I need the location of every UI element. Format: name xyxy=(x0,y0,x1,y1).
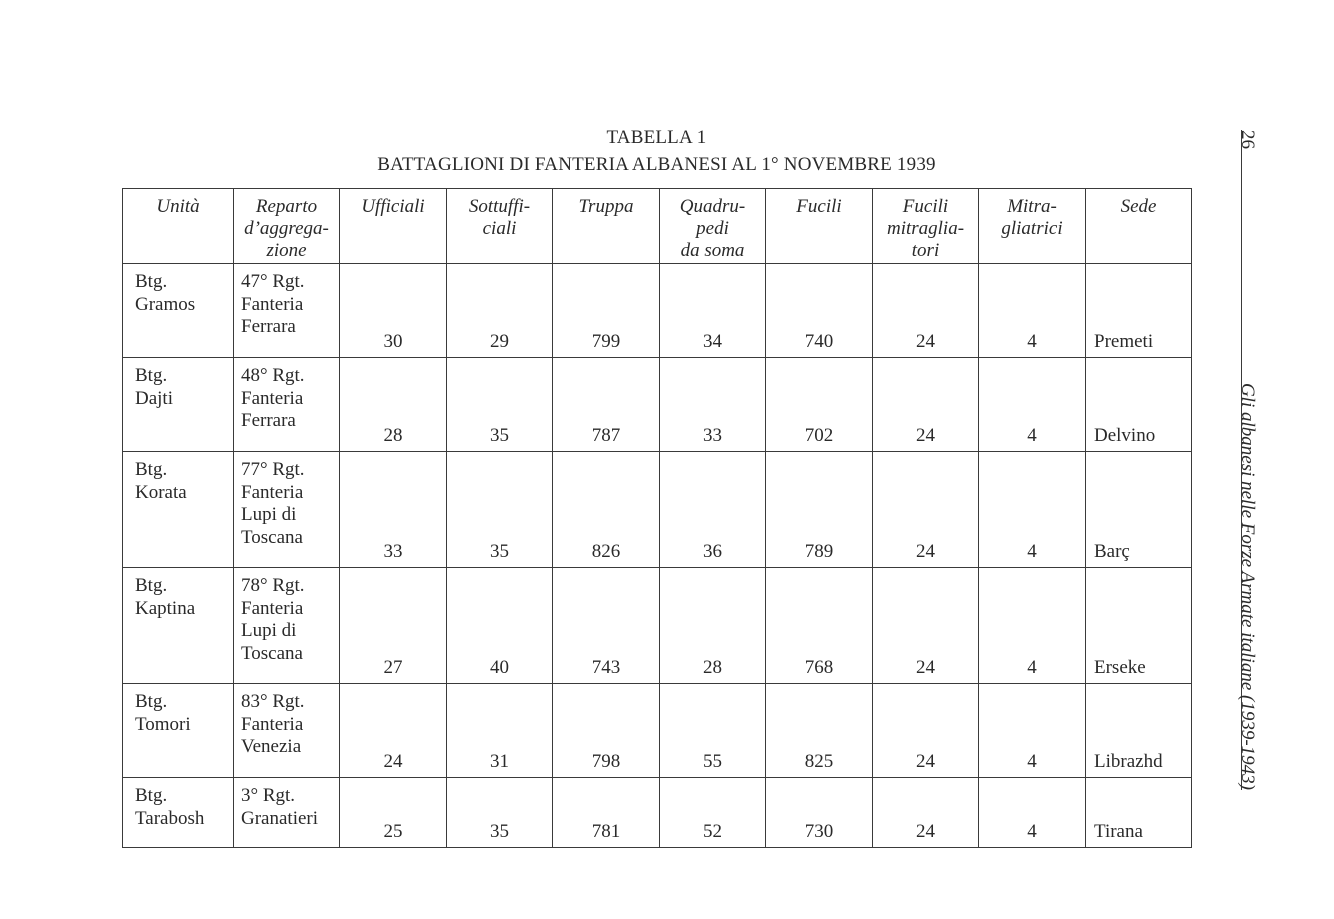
table-row xyxy=(123,568,1192,684)
header-mitragliatrici: Mitra- gliatrici xyxy=(979,189,1086,264)
cell-fucili: 702 xyxy=(766,358,873,452)
cell-sede: Premeti xyxy=(1086,264,1192,358)
cell-mitragliatrici: 4 xyxy=(979,452,1086,568)
header-truppa: Truppa xyxy=(553,189,660,264)
cell-unita: Btg. Tarabosh xyxy=(123,778,234,848)
cell-ufficiali: 27 xyxy=(340,568,447,684)
cell-truppa: 798 xyxy=(553,684,660,778)
header-sede: Sede xyxy=(1086,189,1192,264)
cell-fucili-mitragliatori: 24 xyxy=(873,684,979,778)
cell-sottufficiali: 35 xyxy=(447,778,553,848)
header-fucili-mitragliatori: Fucili mitraglia- tori xyxy=(873,189,979,264)
page-number: 26 xyxy=(1237,130,1258,149)
cell-sottufficiali: 29 xyxy=(447,264,553,358)
table-row xyxy=(123,358,1192,452)
cell-reparto: 48° Rgt. Fanteria Ferrara xyxy=(234,358,340,452)
header-reparto: Reparto d’aggrega- zione xyxy=(234,189,340,264)
header-row xyxy=(123,189,1192,264)
cell-sottufficiali: 31 xyxy=(447,684,553,778)
table-caption-number: TABELLA 1 xyxy=(606,127,707,148)
cell-sede: Librazhd xyxy=(1086,684,1192,778)
cell-ufficiali: 33 xyxy=(340,452,447,568)
cell-fucili: 730 xyxy=(766,778,873,848)
cell-unita: Btg. Korata xyxy=(123,452,234,568)
cell-fucili-mitragliatori: 24 xyxy=(873,568,979,684)
cell-quadrupedi: 36 xyxy=(660,452,766,568)
cell-fucili: 789 xyxy=(766,452,873,568)
cell-fucili: 825 xyxy=(766,684,873,778)
running-title: Gli albanesi nelle Forze Armate italiane (1939-1943) xyxy=(1237,382,1258,790)
header-sottufficiali: Sottuffi- ciali xyxy=(447,189,553,264)
cell-quadrupedi: 52 xyxy=(660,778,766,848)
cell-fucili-mitragliatori: 24 xyxy=(873,358,979,452)
cell-unita: Btg. Gramos xyxy=(123,264,234,358)
cell-reparto: 77° Rgt. Fanteria Lupi di Toscana xyxy=(234,452,340,568)
cell-fucili: 768 xyxy=(766,568,873,684)
table-caption-title: BATTAGLIONI DI FANTERIA ALBANESI AL 1° NOVEMBRE 1939 xyxy=(377,154,936,175)
cell-unita: Btg. Tomori xyxy=(123,684,234,778)
cell-fucili-mitragliatori: 24 xyxy=(873,264,979,358)
cell-mitragliatrici: 4 xyxy=(979,358,1086,452)
battalions-table xyxy=(122,188,1192,848)
cell-ufficiali: 25 xyxy=(340,778,447,848)
cell-reparto: 3° Rgt. Granatieri xyxy=(234,778,340,848)
header-quadrupedi: Quadru- pedi da soma xyxy=(660,189,766,264)
cell-quadrupedi: 28 xyxy=(660,568,766,684)
cell-reparto: 47° Rgt. Fanteria Ferrara xyxy=(234,264,340,358)
cell-fucili-mitragliatori: 24 xyxy=(873,452,979,568)
cell-ufficiali: 30 xyxy=(340,264,447,358)
cell-sede: Erseke xyxy=(1086,568,1192,684)
cell-ufficiali: 28 xyxy=(340,358,447,452)
cell-mitragliatrici: 4 xyxy=(979,778,1086,848)
cell-quadrupedi: 33 xyxy=(660,358,766,452)
table-row xyxy=(123,684,1192,778)
cell-sede: Delvino xyxy=(1086,358,1192,452)
header-unita: Unità xyxy=(123,189,234,264)
table-row xyxy=(123,264,1192,358)
header-ufficiali: Ufficiali xyxy=(340,189,447,264)
cell-reparto: 83° Rgt. Fanteria Venezia xyxy=(234,684,340,778)
cell-truppa: 826 xyxy=(553,452,660,568)
cell-truppa: 799 xyxy=(553,264,660,358)
cell-mitragliatrici: 4 xyxy=(979,568,1086,684)
cell-ufficiali: 24 xyxy=(340,684,447,778)
cell-sede: Tirana xyxy=(1086,778,1192,848)
cell-fucili: 740 xyxy=(766,264,873,358)
cell-fucili-mitragliatori: 24 xyxy=(873,778,979,848)
cell-truppa: 781 xyxy=(553,778,660,848)
cell-quadrupedi: 34 xyxy=(660,264,766,358)
cell-reparto: 78° Rgt. Fanteria Lupi di Toscana xyxy=(234,568,340,684)
cell-mitragliatrici: 4 xyxy=(979,684,1086,778)
table-row xyxy=(123,452,1192,568)
table-row xyxy=(123,778,1192,848)
cell-sede: Barç xyxy=(1086,452,1192,568)
cell-sottufficiali: 40 xyxy=(447,568,553,684)
cell-truppa: 743 xyxy=(553,568,660,684)
cell-quadrupedi: 55 xyxy=(660,684,766,778)
header-fucili: Fucili xyxy=(766,189,873,264)
cell-truppa: 787 xyxy=(553,358,660,452)
cell-sottufficiali: 35 xyxy=(447,452,553,568)
cell-unita: Btg. Dajti xyxy=(123,358,234,452)
cell-unita: Btg. Kaptina xyxy=(123,568,234,684)
cell-mitragliatrici: 4 xyxy=(979,264,1086,358)
cell-sottufficiali: 35 xyxy=(447,358,553,452)
